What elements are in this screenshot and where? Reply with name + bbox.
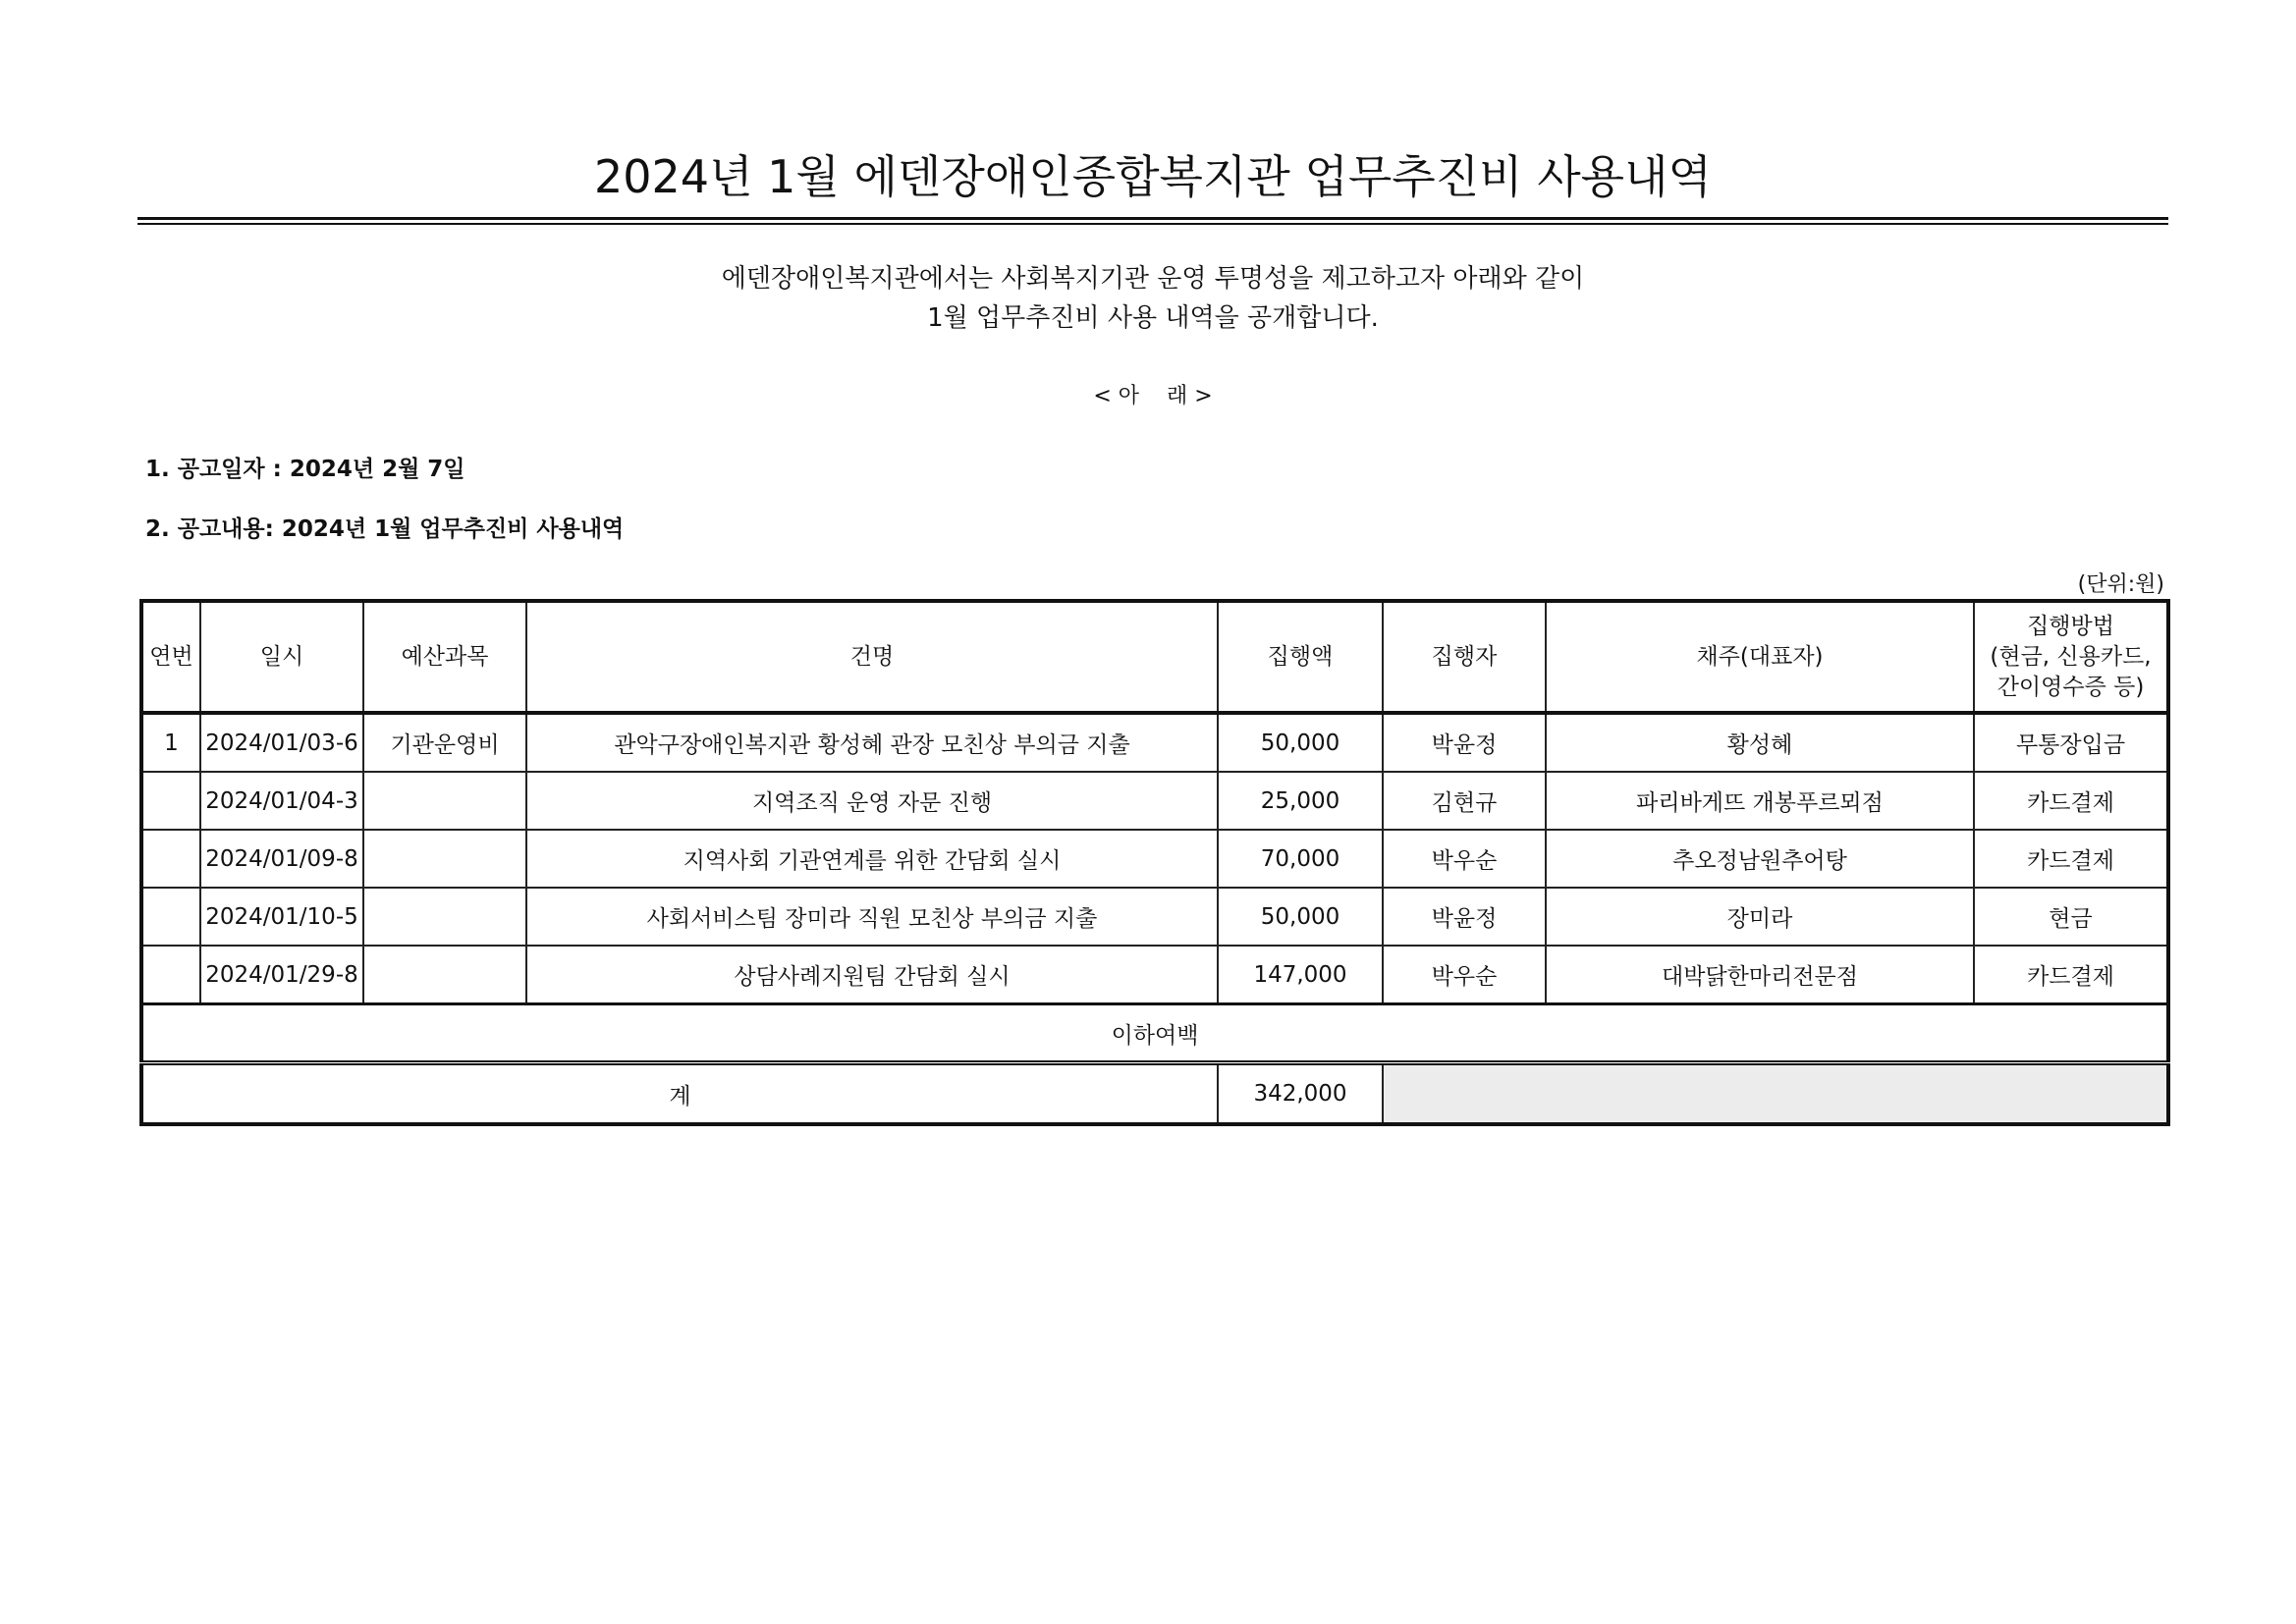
cell-subject: 사회서비스팀 장미라 직원 모친상 부의금 지출: [526, 888, 1218, 946]
cell-creditor: 파리바게뜨 개봉푸르뫼점: [1546, 772, 1974, 830]
cell-amount: 25,000: [1218, 772, 1383, 830]
cell-executor: 박우순: [1383, 830, 1546, 888]
cell-amount: 50,000: [1218, 888, 1383, 946]
cell-creditor: 대박닭한마리전문점: [1546, 946, 1974, 1004]
cell-subject: 지역조직 운영 자문 진행: [526, 772, 1218, 830]
intro-line-2: 1월 업무추진비 사용 내역을 공개합니다.: [927, 303, 1379, 333]
cell-no: 1: [141, 713, 200, 772]
cell-executor: 박우순: [1383, 946, 1546, 1004]
cell-method: 카드결제: [1974, 830, 2168, 888]
cell-method: 무통장입금: [1974, 713, 2168, 772]
header-method-line-2: (현금, 신용카드,: [1990, 643, 2152, 670]
cell-subject: 관악구장애인복지관 황성혜 관장 모친상 부의금 지출: [526, 713, 1218, 772]
cell-no: [141, 946, 200, 1004]
header-creditor: 채주(대표자): [1546, 601, 1974, 713]
notice-content: 2. 공고내용: 2024년 1월 업무추진비 사용내역: [145, 516, 625, 542]
cell-date: 2024/01/10-5: [200, 888, 363, 946]
cell-amount: 147,000: [1218, 946, 1383, 1004]
header-executor: 집행자: [1383, 601, 1546, 713]
cell-budget: [363, 772, 526, 830]
expense-table: [139, 599, 2170, 1126]
cell-no: [141, 830, 200, 888]
header-date: 일시: [200, 601, 363, 713]
cell-budget: 기관운영비: [363, 713, 526, 772]
notice-date: 1. 공고일자 : 2024년 2월 7일: [145, 457, 465, 482]
header-method-line-3: 간이영수증 등): [1996, 674, 2145, 700]
title-rule-thick: [137, 217, 2168, 220]
cell-executor: 박윤정: [1383, 713, 1546, 772]
total-label: 계: [141, 1063, 1218, 1125]
total-row: [141, 1063, 2168, 1125]
empty-note: 이하여백: [141, 1004, 2168, 1063]
cell-method: 카드결제: [1974, 946, 2168, 1004]
cell-budget: [363, 888, 526, 946]
cell-date: 2024/01/09-8: [200, 830, 363, 888]
empty-note-row: [141, 1004, 2168, 1063]
table-row: [141, 888, 2168, 946]
cell-method: 현금: [1974, 888, 2168, 946]
header-method: [1974, 601, 2168, 713]
subheading: < 아 래 >: [1093, 384, 1213, 408]
cell-amount: 70,000: [1218, 830, 1383, 888]
total-blank-cell: [1383, 1063, 2168, 1125]
total-amount: 342,000: [1218, 1063, 1383, 1125]
table-row: [141, 713, 2168, 772]
cell-creditor: 장미라: [1546, 888, 1974, 946]
header-budget: 예산과목: [363, 601, 526, 713]
cell-method: 카드결제: [1974, 772, 2168, 830]
table-row: [141, 772, 2168, 830]
cell-subject: 지역사회 기관연계를 위한 간담회 실시: [526, 830, 1218, 888]
cell-creditor: 추오정남원추어탕: [1546, 830, 1974, 888]
unit-label: (단위:원): [2077, 572, 2164, 597]
header-amount: 집행액: [1218, 601, 1383, 713]
cell-creditor: 황성혜: [1546, 713, 1974, 772]
cell-budget: [363, 830, 526, 888]
title-rule-thin: [137, 223, 2168, 225]
header-subject: 건명: [526, 601, 1218, 713]
table-row: [141, 946, 2168, 1004]
intro-line-1: 에덴장애인복지관에서는 사회복지기관 운영 투명성을 제고하고자 아래와 같이: [721, 264, 1585, 294]
table-header-row: [141, 601, 2168, 713]
cell-executor: 김현규: [1383, 772, 1546, 830]
cell-no: [141, 888, 200, 946]
cell-executor: 박윤정: [1383, 888, 1546, 946]
cell-no: [141, 772, 200, 830]
cell-budget: [363, 946, 526, 1004]
header-no: 연번: [141, 601, 200, 713]
header-method-line-1: 집행방법: [2027, 613, 2114, 639]
cell-subject: 상담사례지원팀 간담회 실시: [526, 946, 1218, 1004]
cell-date: 2024/01/03-6: [200, 713, 363, 772]
page-title: 2024년 1월 에덴장애인종합복지관 업무추진비 사용내역: [594, 150, 1712, 203]
cell-amount: 50,000: [1218, 713, 1383, 772]
table-row: [141, 830, 2168, 888]
cell-date: 2024/01/04-3: [200, 772, 363, 830]
cell-date: 2024/01/29-8: [200, 946, 363, 1004]
